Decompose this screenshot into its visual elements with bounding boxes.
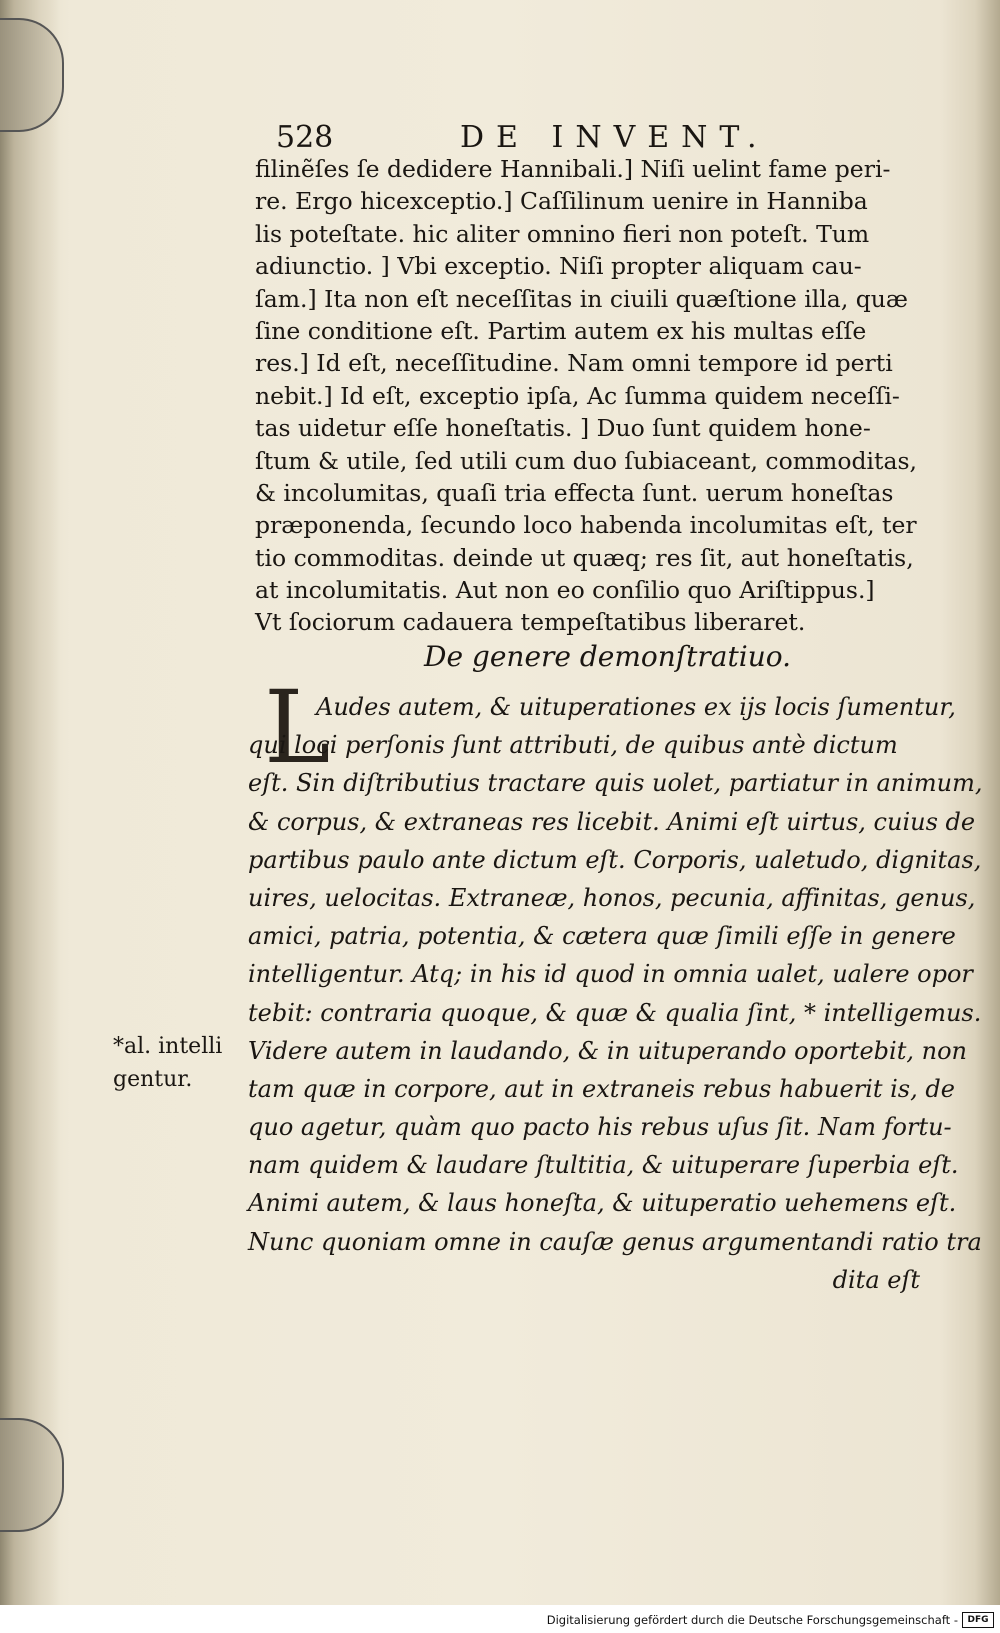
text-line: ſine conditione eſt. Partim autem ex his multas eſſe <box>255 316 867 345</box>
dfg-logo: DFG <box>962 1612 994 1628</box>
text-line: quo agetur, quàm quo pacto his rebus uſus ſit. Nam fortu- <box>248 1113 952 1142</box>
text-line: tam quæ in corpore, aut in extraneis rebus habuerit is, de <box>248 1074 955 1103</box>
text-line: re. Ergo hicexceptio.] Caſſilinum uenire in Hanniba <box>255 187 868 216</box>
text-line: Nunc quoniam omne in cauſæ genus argumentandi ratio tra <box>248 1227 982 1256</box>
text-line: præponenda, ſecundo loco habenda incolumitas eſt, ter <box>255 511 917 540</box>
text-line: partibus paulo ante dictum eſt. Corporis, ualetudo, dignitas, <box>248 845 982 874</box>
text-line: ſam.] Ita non eſt neceſſitas in ciuili quæſtione illa, quæ <box>255 284 909 313</box>
text-line: intelligentur. Atq; in his id quod in omnia ualet, ualere opor <box>248 960 973 989</box>
margin-note-line: *al. intelli <box>113 1034 223 1059</box>
commentary-text <box>255 153 965 639</box>
text-line: uires, uelocitas. Extraneæ, honos, pecunia, affinitas, genus, <box>248 883 976 912</box>
text-line: & corpus, & extraneas res licebit. Animi eſt uirtus, cuius de <box>248 807 976 836</box>
funding-credit: Digitalisierung gefördert durch die Deutsche Forschungsgemeinschaft - <box>546 1613 958 1627</box>
text-line: filinẽſes ſe dedidere Hannibali.] Niſi uelint fame peri- <box>255 155 891 183</box>
running-header <box>276 120 796 156</box>
text-line: dita eſt <box>832 1265 920 1294</box>
text-line: tebit: contraria quoque, & quæ & qualia ſint, * intelligemus. <box>248 998 982 1027</box>
text-line: ſtum & utile, ſed utili cum duo ſubiaceant, commoditas, <box>255 446 918 475</box>
margin-note-line: gentur. <box>113 1067 193 1092</box>
main-text-italic <box>248 688 983 1299</box>
text-line: eſt. Sin diſtributius tractare quis uolet, partiatur in animum, <box>248 769 983 798</box>
text-line: Vt ſociorum cadauera tempeſtatibus liberaret. <box>255 608 806 637</box>
text-line: Audes autem, & uituperationes ex ijs locis ſumentur, <box>316 693 956 721</box>
section-heading: De genere demonſtratiuo. <box>424 640 792 673</box>
text-line: adiunctio. ] Vbi exceptio. Niſi propter aliquam cau- <box>255 252 862 281</box>
margin-note <box>113 1030 222 1096</box>
text-line: tio commoditas. deinde ut quæq; res ſit, aut honeſtatis, <box>255 543 914 572</box>
text-line: Videre autem in laudando, & in uituperando oportebit, non <box>248 1036 967 1065</box>
text-line: res.] Id eſt, neceſſitudine. Nam omni tempore id perti <box>255 349 893 378</box>
running-title: DE INVENT. <box>460 120 769 155</box>
drop-cap: L <box>264 669 331 786</box>
text-line: & incolumitas, quaſi tria effecta ſunt. uerum honeſtas <box>255 478 894 507</box>
text-line: tas uidetur eſſe honeſtatis. ] Duo ſunt quidem hone- <box>255 414 871 443</box>
text-line: lis poteſtate. hic aliter omnino fieri non poteſt. Tum <box>255 219 870 248</box>
text-line: amici, patria, potentia, & cætera quæ ſimili eſſe in genere <box>248 922 956 951</box>
text-line: nam quidem & laudare ſtultitia, & uituperare ſuperbia eſt. <box>248 1151 959 1180</box>
page-number: 528 <box>276 120 334 155</box>
text-line: Animi autem, & laus honeſta, & uituperatio uehemens eſt. <box>248 1189 957 1218</box>
text-line: nebit.] Id eſt, exceptio ipſa, Ac ſumma quidem neceſſi- <box>255 381 900 410</box>
book-spine-shadow <box>0 0 60 1605</box>
text-line: at incolumitatis. Aut non eo conſilio quo Ariſtippus.] <box>255 576 875 605</box>
text-line: qui loci perſonis ſunt attributi, de quibus antè dictum <box>248 731 898 760</box>
footer-bar <box>0 1605 1000 1633</box>
